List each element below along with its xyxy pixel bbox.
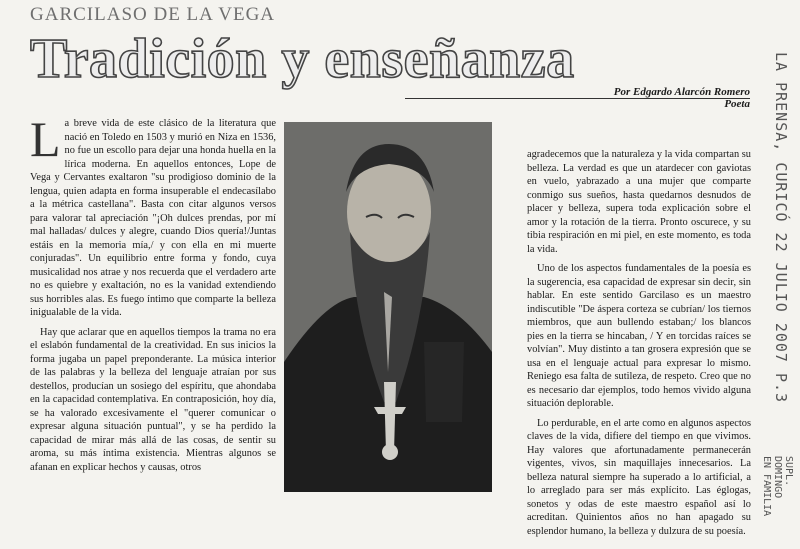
paragraph: Hay que aclarar que en aquellos tiempos la trama no era el eslabón fundamental de la creatividad. En sus inicios la forma jugaba un papel preponderante. La música interior de las palabras y la belleza del lenguaje atraían por sus destellos, producían un sosiego del espíritu, que ahondaba en la capacidad contemplativa. En contraposición, hoy día, se ha valorado excesivamente el "querer comunicar o expresar alguna situación puntual", y se ha perdido la capacidad de mirar más allá de las cosas, de sentir su aroma, su más íntima existencia. Mientras algunos se afanan en explicar hechos y causas, otros [30,326,276,473]
kicker: GARCILASO DE LA VEGA [30,4,276,25]
headline: Tradición y enseñanza [30,28,575,90]
handwritten-supplement-note [758,456,798,546]
paragraph-text: a breve vida de este clásico de la literatura que nació en Toledo en 1503 y murió en Niza en 1536, no fue un escollo para dejar una honda huella en la lírica moderna. En aquellos entonces, Lope de Vega y Cervantes exaltaron "su prodigioso dominio de la lengua, quien adapta en forma insuperable el endecasílabo a la métrica castellana". Basta con citar algunos versos para valorar tal apreciación "¡Oh dulces prendas, por mí mal halladas/ dulces y alegre, cuando Dios quería!/Juntas estáis en la memoria mía,/ y con ella en mi muerte conjuradas". Un equilibrio entre forma y fondo, cuya musicalidad nos atrae y nos recuerda que el verdadero arte no es quiebre y exaltación, no es la vanidad extendiendo sus horribles alas. Es fuego íntimo que comparte la belleza inigualable de la vida. [30,118,276,318]
source-note-text: LA PRENSA, CURICÓ 22 JULIO 2007 P.3 [772,52,790,404]
supplement-note-line: EN FAMILIA [761,456,772,517]
article-column-1 [30,111,276,480]
drop-cap: L [30,111,61,167]
paragraph: agradecemos que la naturaleza y la vida compartan su belleza. La verdad es que un atardecer con gaviotas en vuelo, yabrazado a una mujer que comparte conmigo sus sueños, hasta quedarnos desnudos de placer y belleza, supera toda explicación sobre el amor y la rotación de la tierra. Pronto oscurece, y su tibia respiración en mi piel, en este momento, es toda la vida. [527,149,751,255]
byline-role: Poeta [724,98,750,110]
article-column-3 [527,148,751,544]
portrait-image [284,122,492,492]
byline-name: Por Edgardo Alarcón Romero [613,86,750,98]
byline-rule [405,98,750,99]
paragraph: Lo perdurable, en el arte como en algunos aspectos claves de la vida, difiere del tiempo en que vivimos. Hay valores que afortunadamente permanecerán vigentes, vivos, sin maquillajes innecesarios. La belleza natural siempre ha superado a lo artificial, a lo arreglado para ser más explícito. Las églogas, sonetos y odas de este maestro español así lo acreditan. Quinientos años no han apagado su esplendor humano, la belleza y dulzura de su poesía. [527,417,751,537]
paragraph [30,111,276,320]
supplement-note-line: DOMINGO [772,456,783,499]
supplement-note-line: SUPL. [783,456,794,487]
supplement-note-text [761,456,794,516]
paragraph: Uno de los aspectos fundamentales de la poesía es la sugerencia, esa capacidad de expresar sin decir, sin hablar. En este sentido Garcilaso es un maestro indiscutible "De áspera corteza se cubrían/ los tiernos miembros, que aun bullendo estaban;/ los blancos pies en la tierra se hincaban, / Y en torcidas raíces se volvían". Muy distinto a tan grosera expresión que se usa en el lenguaje actual para expresar lo mismo. Reniego esa falta de sutileza, de respeto. Creo que no es necesario dar ejemplos, todo hemos vivido alguna situación deplorable. [527,263,751,409]
